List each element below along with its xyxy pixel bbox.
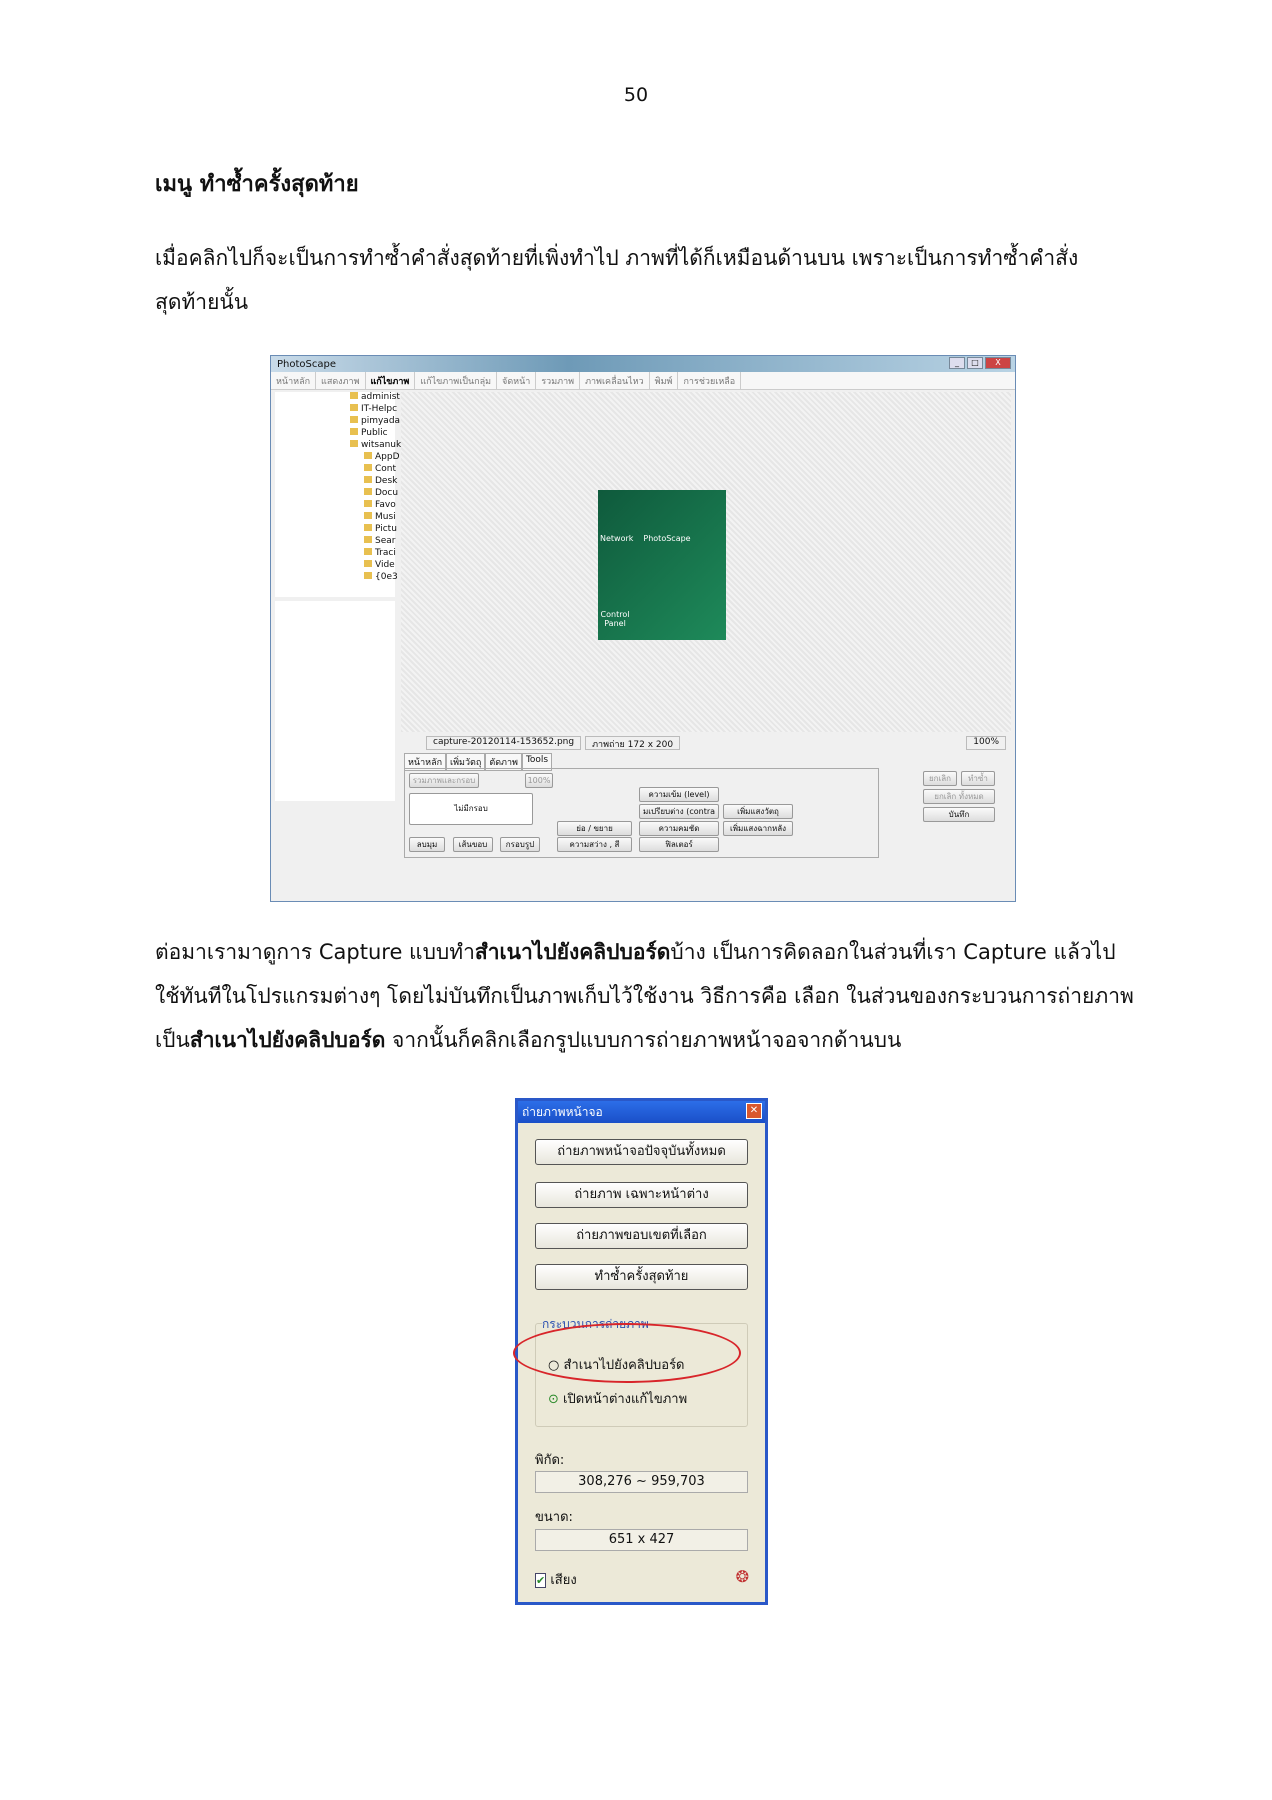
redo-button[interactable]: ทำซ้ำ <box>961 771 995 786</box>
desktop-icon-label: Network <box>600 534 634 543</box>
tree-item[interactable]: {0e3 <box>350 572 395 584</box>
tree-item[interactable]: Public <box>350 428 395 440</box>
menu-item-active[interactable]: แก้ไขภาพ <box>366 372 416 389</box>
tree-item[interactable]: Desk <box>350 476 395 488</box>
tree-item[interactable]: Favo <box>350 500 395 512</box>
size-label: ขนาด: <box>535 1510 573 1525</box>
button[interactable]: มเปรียบต่าง (contra <box>639 804 719 819</box>
image-size: ภาพถ่าย 172 x 200 <box>585 736 680 750</box>
menu-item[interactable]: พิมพ์ <box>650 372 679 389</box>
button[interactable]: กรอบรูป <box>500 837 540 852</box>
sound-checkbox[interactable]: ✔ เสียง <box>536 1573 577 1588</box>
undo-button[interactable]: ยกเลิก <box>923 771 957 786</box>
close-icon[interactable]: X <box>985 357 1011 369</box>
button[interactable]: เส้นขอบ <box>453 837 493 852</box>
tab-crop[interactable]: ตัดภาพ <box>485 753 522 771</box>
dialog-title-bar <box>518 1101 765 1123</box>
tree-item[interactable]: administ <box>350 392 395 404</box>
menu-item[interactable]: ภาพเคลื่อนไหว <box>580 372 650 389</box>
close-icon[interactable]: ✕ <box>746 1103 762 1119</box>
photoscape-window-screenshot <box>270 355 1016 902</box>
p2-bold-2: สำเนาไปยังคลิปบอร์ด <box>189 1028 386 1052</box>
dialog-title: ถ่ายภาพหน้าจอ <box>522 1105 603 1119</box>
opacity-value: 100% <box>525 773 553 788</box>
repeat-last-capture-button[interactable]: ทำซ้ำครั้งสุดท้าย <box>535 1264 748 1290</box>
help-icon[interactable]: ❂ <box>735 1567 749 1586</box>
tree-item[interactable]: Sear <box>350 536 395 548</box>
tree-item[interactable]: Pictu <box>350 524 395 536</box>
tree-item[interactable]: IT-Helpc <box>350 404 395 416</box>
menu-item[interactable]: แก้ไขภาพเป็นกลุ่ม <box>415 372 497 389</box>
minimize-icon[interactable]: _ <box>949 357 965 369</box>
sound-label: เสียง <box>550 1573 577 1588</box>
menu-item[interactable]: แสดงภาพ <box>316 372 365 389</box>
button[interactable]: ความคมชัด <box>639 821 719 836</box>
button[interactable]: ลบมุม <box>409 837 445 852</box>
file-name: capture-20120114-153652.png <box>426 736 581 750</box>
main-menu <box>271 372 1015 390</box>
coord-field: 308,276 ~ 959,703 <box>535 1471 748 1493</box>
tree-item[interactable]: AppD <box>350 452 395 464</box>
tree-item[interactable]: Docu <box>350 488 395 500</box>
tree-item[interactable]: witsanuk <box>350 440 395 452</box>
page-number: 50 <box>623 84 649 106</box>
radio-open-editor[interactable]: ⊙ เปิดหน้าต่างแก้ไขภาพ <box>548 1392 688 1407</box>
tab-objects[interactable]: เพิ่มวัตถุ <box>446 753 485 771</box>
p2-bold-1: สำเนาไปยังคลิปบอร์ด <box>474 940 671 964</box>
zoom-level[interactable]: 100% <box>966 736 1006 750</box>
red-highlight-ellipse <box>513 1323 741 1383</box>
tab-tools[interactable]: Tools <box>522 753 552 771</box>
group-label: กระบวนการถ่ายภาพ <box>542 1315 649 1334</box>
section-heading: เมนู ทำซ้ำครั้งสุดท้าย <box>155 172 359 197</box>
maximize-icon[interactable]: □ <box>967 357 983 369</box>
folder-tree[interactable] <box>275 392 402 597</box>
menu-item[interactable]: การช่วยเหลือ <box>678 372 741 389</box>
screen-capture-dialog <box>515 1098 768 1605</box>
button[interactable]: ความเข้ม (level) <box>639 787 719 802</box>
radio-clipboard[interactable]: ○ สำเนาไปยังคลิปบอร์ด <box>548 1358 685 1373</box>
button[interactable]: เพิ่มแสงวัตถุ <box>723 804 793 819</box>
captured-image <box>598 490 726 640</box>
window-title: PhotoScape <box>277 358 336 370</box>
size-field: 651 x 427 <box>535 1529 748 1551</box>
capture-region-button[interactable]: ถ่ายภาพขอบเขตที่เลือก <box>535 1223 748 1249</box>
capture-full-screen-button[interactable]: ถ่ายภาพหน้าจอปัจจุบันทั้งหมด <box>535 1139 748 1165</box>
menu-item[interactable]: จัดหน้า <box>497 372 536 389</box>
button[interactable]: เพิ่มแสงฉากหลัง <box>723 821 793 836</box>
button[interactable]: ฟิลเตอร์ <box>639 837 719 852</box>
tree-item[interactable]: Traci <box>350 548 395 560</box>
radio-clipboard-label: สำเนาไปยังคลิปบอร์ด <box>563 1358 685 1373</box>
undo-all-button[interactable]: ยกเลิก ทั้งหมด <box>923 789 995 804</box>
frame-merge-button[interactable]: รวมภาพและกรอบ <box>409 773 479 788</box>
menu-item[interactable]: หน้าหลัก <box>271 372 316 389</box>
desktop-icon-label: PhotoScape <box>643 534 691 543</box>
tree-item[interactable]: pimyada <box>350 416 395 428</box>
title-bar <box>271 356 1015 372</box>
p2-text-e: จากนั้นก็คลิกเลือกรูปแบบการถ่ายภาพหน้าจอจากด้านบน <box>385 1028 902 1052</box>
thumbnail-pane <box>275 601 395 801</box>
tree-item[interactable]: Cont <box>350 464 395 476</box>
menu-item[interactable]: รวมภาพ <box>536 372 580 389</box>
image-canvas <box>401 392 1011 732</box>
radio-open-editor-label: เปิดหน้าต่างแก้ไขภาพ <box>563 1392 688 1407</box>
frame-select[interactable]: ไม่มีกรอบ <box>409 793 533 825</box>
p2-text-c: บ้าง เป็นการคิดลอกในส่วนที่เรา Capture แล้วไปใช้ทันทีในโปรแกรมต่างๆ โดยไม่บันทึกเป็นภาพเก็บไว้ใช้งาน วิธีการคือ เลือก ในส่วนของกระบวนการถ่ายภาพ เป็น <box>155 940 1134 1052</box>
button[interactable]: ย่อ / ขยาย <box>557 821 632 836</box>
desktop-icon-label: Control Panel <box>600 610 630 628</box>
coord-label: พิกัด: <box>535 1453 565 1468</box>
paragraph-1: เมื่อคลิกไปก็จะเป็นการทำซ้ำคำสั่งสุดท้ายที่เพิ่งทำไป ภาพที่ได้ก็เหมือนด้านบน เพราะเป็นการทำซ้ำคำสั่งสุดท้ายนั้น <box>155 246 1079 314</box>
status-bar <box>426 736 1006 750</box>
tools-panel <box>404 768 879 858</box>
capture-window-button[interactable]: ถ่ายภาพ เฉพาะหน้าต่าง <box>535 1182 748 1208</box>
p2-text-a: ต่อมาเรามาดูการ Capture แบบทำ <box>155 940 475 964</box>
tree-item[interactable]: Musi <box>350 512 395 524</box>
tree-item[interactable]: Vide <box>350 560 395 572</box>
button[interactable]: ความสว่าง , สี <box>557 837 632 852</box>
tab-home[interactable]: หน้าหลัก <box>404 753 446 771</box>
save-button[interactable]: บันทึก <box>923 807 995 822</box>
